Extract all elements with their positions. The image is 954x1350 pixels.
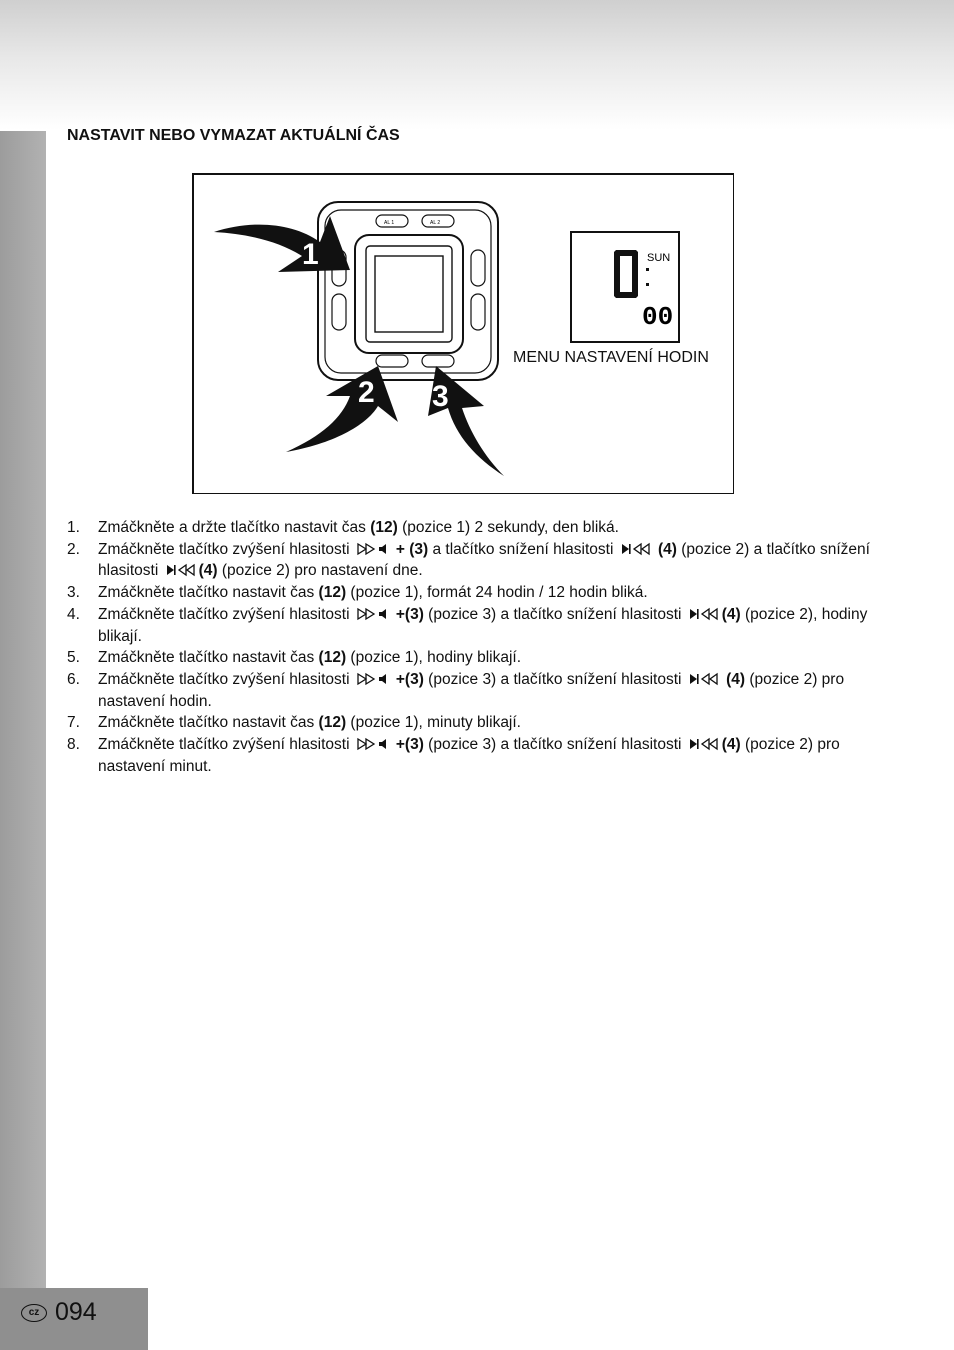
page-number: 094: [55, 1298, 97, 1326]
section-title: NASTAVIT NEBO VYMAZAT AKTUÁLNÍ ČAS: [67, 127, 400, 144]
step-number: 8.: [67, 736, 80, 754]
volume-up-icon: [357, 737, 393, 751]
button-reference: (12): [318, 714, 347, 732]
instruction-step: [67, 517, 887, 539]
power-button: [471, 250, 485, 286]
button-reference: + (3): [395, 540, 429, 558]
button-reference: +(3): [395, 605, 424, 623]
alarm1-label: AL 1: [384, 220, 395, 226]
step-text: (pozice 2) pro nastavení hodin.: [98, 670, 845, 710]
step-text: (pozice 1) 2 sekundy, den bliká.: [397, 519, 619, 536]
step-text: Zmáčkněte tlačítko zvýšení hlasitosti: [98, 540, 354, 558]
callout-3: 3: [432, 380, 449, 413]
clock-setting-figure: [192, 170, 734, 494]
mode-button: [471, 294, 485, 330]
step-text: (pozice 1), formát 24 hodin / 12 hodin bliká.: [346, 584, 648, 602]
instruction-step: [67, 669, 887, 712]
instruction-step: [67, 734, 887, 777]
volume-up-icon: [357, 607, 393, 621]
device-screen: [375, 256, 443, 332]
button-reference: +(3): [395, 670, 424, 688]
lcd-day: SUN: [647, 252, 671, 264]
step-text: (pozice 1), hodiny blikají.: [346, 649, 522, 667]
step-number: 1.: [67, 519, 80, 536]
step-text: a tlačítko snížení hlasitosti: [428, 540, 618, 558]
volume-down-icon: [689, 607, 719, 621]
step-number: 3.: [67, 584, 80, 602]
button-reference: (12): [318, 584, 347, 602]
callout-2: 2: [358, 376, 375, 409]
volume-down-icon: [689, 737, 719, 751]
step-text: Zmáčkněte tlačítko nastavit čas: [98, 584, 319, 602]
instruction-list: [67, 517, 887, 777]
button-reference: (4): [721, 736, 741, 754]
step-number: 5.: [67, 649, 80, 667]
step-text: Zmáčkněte tlačítko zvýšení hlasitosti: [98, 670, 354, 688]
instruction-step: [67, 647, 887, 669]
button-reference: (4): [653, 540, 677, 558]
step-text: (pozice 2) a tlačítko snížení hlasitosti: [98, 540, 870, 580]
instruction-step: [67, 712, 887, 734]
lcd-minutes: 00: [642, 302, 674, 332]
volume-down-icon: [621, 542, 651, 556]
step-number: 4.: [67, 605, 80, 623]
step-text: Zmáčkněte tlačítko nastavit čas: [98, 714, 319, 732]
step-text: (pozice 2) pro nastavení dne.: [217, 562, 423, 580]
button-reference: (12): [370, 519, 398, 536]
step-text: (pozice 3) a tlačítko snížení hlasitosti: [423, 736, 686, 754]
step-number: 2.: [67, 540, 80, 558]
step-text: (pozice 3) a tlačítko snížení hlasitosti: [423, 605, 686, 623]
step-text: Zmáčkněte tlačítko nastavit čas: [98, 649, 319, 667]
step-text: (pozice 2) pro nastavení minut.: [98, 736, 840, 775]
step-number: 7.: [67, 714, 80, 732]
button-reference: (4): [721, 670, 746, 688]
instruction-step: [67, 539, 887, 582]
header-gradient-band: [0, 0, 954, 130]
step-text: (pozice 2), hodiny blikají.: [98, 605, 868, 645]
step-text: (pozice 1), minuty blikají.: [346, 714, 521, 732]
step-text: (pozice 3) a tlačítko snížení hlasitosti: [423, 670, 686, 688]
instruction-step: [67, 582, 887, 604]
step-text: Zmáčkněte tlačítko zvýšení hlasitosti: [98, 605, 354, 623]
side-margin-bar: [0, 131, 46, 1289]
device-illustration: [192, 170, 734, 494]
instruction-step: [67, 604, 887, 647]
volume-up-icon: [357, 542, 393, 556]
alarm2-label: AL 2: [430, 220, 441, 226]
volume-up-icon: [357, 672, 393, 686]
volume-down-icon: [689, 672, 719, 686]
volume-down-icon: [166, 563, 196, 577]
button-reference: (12): [318, 649, 347, 667]
button-reference: (4): [198, 562, 218, 580]
step-text: Zmáčkněte tlačítko zvýšení hlasitosti: [98, 736, 354, 754]
figure-caption: MENU NASTAVENÍ HODIN: [513, 349, 709, 366]
volume-down-button: [376, 355, 408, 367]
button-reference: (4): [721, 605, 741, 623]
light-button: [332, 294, 346, 330]
callout-1: 1: [302, 238, 319, 271]
language-badge: cz: [21, 1304, 47, 1322]
step-text: Zmáčkněte a držte tlačítko nastavit čas: [98, 519, 371, 536]
button-reference: +(3): [395, 736, 424, 754]
volume-up-button: [422, 355, 454, 367]
step-number: 6.: [67, 670, 80, 688]
